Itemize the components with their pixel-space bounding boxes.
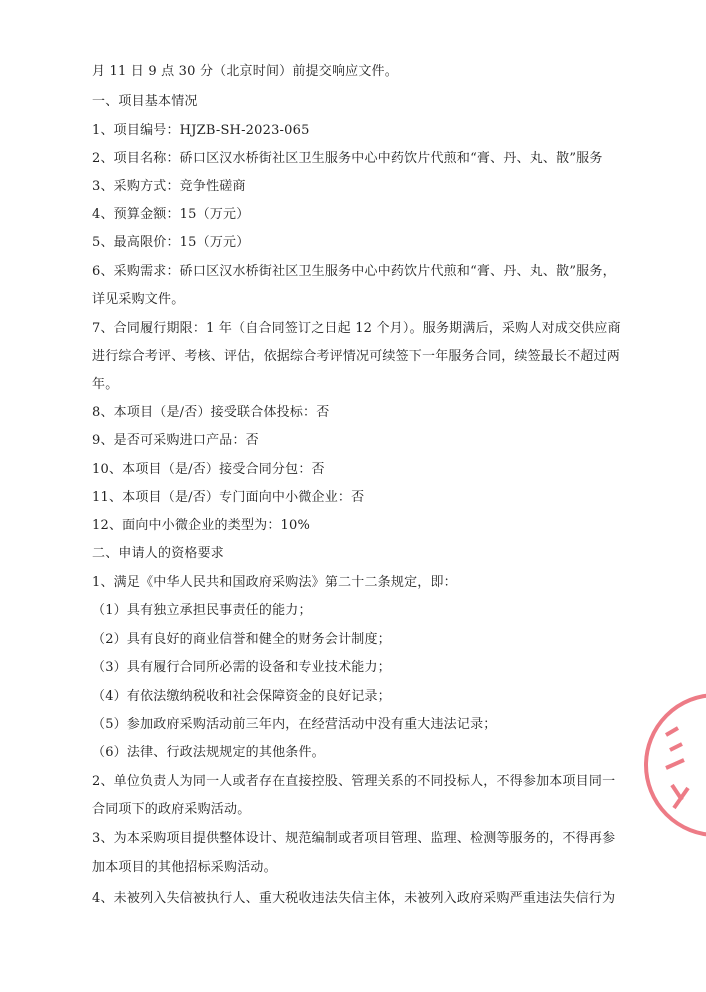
text-line: 7、合同履行期限：1 年（自合同签订之日起 12 个月）。服务期满后，采购人对成交供应商 — [92, 321, 621, 336]
text-line: 6、采购需求：硚口区汉水桥街社区卫生服务中心中药饮片代煎和“膏、丹、丸、散”服务， — [92, 264, 616, 279]
section-heading: 一、项目基本情况 — [92, 94, 198, 109]
text-line: 3、为本采购项目提供整体设计、规范编制或者项目管理、监理、检测等服务的，不得再参 — [92, 831, 616, 846]
text-line: 进行综合考评、考核、评估，依据综合考评情况可续签下一年服务合同，续签最长不超过两 — [92, 349, 621, 364]
text-line: 2、项目名称：硚口区汉水桥街社区卫生服务中心中药饮片代煎和“膏、丹、丸、散”服务 — [92, 151, 603, 166]
text-line: 5、最高限价：15（万元） — [92, 235, 250, 250]
text-line: 加本项目的其他招标采购活动。 — [92, 860, 277, 875]
seal-glyph-strokes — [666, 728, 688, 808]
text-line: 1、满足《中华人民共和国政府采购法》第二十二条规定，即： — [92, 575, 457, 590]
text-line: 3、采购方式：竞争性磋商 — [92, 179, 246, 194]
section-heading: 二、申请人的资格要求 — [92, 546, 225, 561]
list-item: （3）具有履行合同所必需的设备和专业技术能力； — [92, 660, 391, 675]
text-line: 4、预算金额：15（万元） — [92, 207, 250, 222]
list-item: （6）法律、行政法规规定的其他条件。 — [92, 745, 325, 760]
list-item: （1）具有独立承担民事责任的能力； — [92, 603, 312, 618]
text-line: 合同项下的政府采购活动。 — [92, 802, 251, 817]
text-line: 10、本项目（是/否）接受合同分包：否 — [92, 462, 325, 477]
text-line: 8、本项目（是/否）接受联合体投标：否 — [92, 405, 330, 420]
text-line: 1、项目编号：HJZB-SH-2023-065 — [92, 123, 310, 138]
text-line: 2、单位负责人为同一人或者存在直接控股、管理关系的不同投标人，不得参加本项目同一 — [92, 774, 616, 789]
list-item: （5）参加政府采购活动前三年内，在经营活动中没有重大违法记录； — [92, 717, 497, 732]
red-seal-stamp — [626, 690, 706, 840]
text-line: 9、是否可采购进口产品：否 — [92, 433, 259, 448]
text-line: 4、未被列入失信被执行人、重大税收违法失信主体，未被列入政府采购严重违法失信行为 — [92, 891, 616, 906]
text-line: 11、本项目（是/否）专门面向中小微企业：否 — [92, 490, 365, 505]
text-line: 12、面向中小微企业的类型为：10% — [92, 518, 311, 533]
list-item: （2）具有良好的商业信誉和健全的财务会计制度； — [92, 632, 391, 647]
list-item: （4）有依法缴纳税收和社会保障资金的良好记录； — [92, 689, 391, 704]
text-line: 月 11 日 9 点 30 分（北京时间）前提交响应文件。 — [92, 64, 398, 79]
text-line: 详见采购文件。 — [92, 292, 185, 307]
text-line: 年。 — [92, 377, 119, 392]
